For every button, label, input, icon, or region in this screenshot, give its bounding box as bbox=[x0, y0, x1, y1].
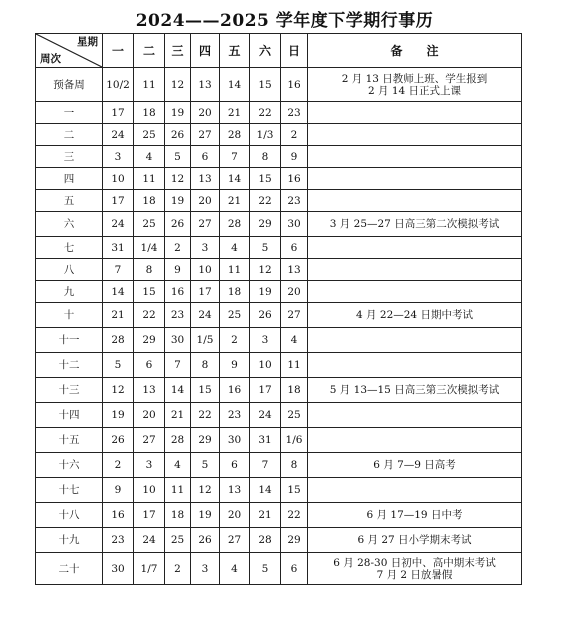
date-cell: 13 bbox=[191, 168, 220, 190]
date-cell: 30 bbox=[281, 212, 308, 237]
table-row bbox=[36, 478, 522, 503]
date-cell: 7 bbox=[103, 259, 134, 281]
date-cell: 27 bbox=[281, 303, 308, 328]
date-cell: 11 bbox=[134, 68, 165, 102]
date-cell: 12 bbox=[103, 378, 134, 403]
week-cell: 二 bbox=[36, 124, 103, 146]
table-row bbox=[36, 259, 522, 281]
date-cell: 27 bbox=[191, 212, 220, 237]
notes-cell bbox=[308, 237, 522, 259]
note-line: 3 月 25—27 日高三第二次模拟考试 bbox=[329, 218, 500, 230]
date-cell: 11 bbox=[220, 259, 250, 281]
notes-cell bbox=[308, 146, 522, 168]
date-cell: 15 bbox=[191, 378, 220, 403]
date-cell: 16 bbox=[103, 503, 134, 528]
date-cell: 12 bbox=[165, 68, 191, 102]
day-header: 二 bbox=[134, 34, 165, 68]
date-cell: 21 bbox=[103, 303, 134, 328]
date-cell: 30 bbox=[165, 328, 191, 353]
notes-cell bbox=[308, 428, 522, 453]
table-row bbox=[36, 68, 522, 102]
date-cell: 6 bbox=[281, 553, 308, 585]
date-cell: 8 bbox=[191, 353, 220, 378]
date-cell: 3 bbox=[134, 453, 165, 478]
notes-cell bbox=[308, 102, 522, 124]
notes-cell bbox=[308, 478, 522, 503]
date-cell: 13 bbox=[220, 478, 250, 503]
date-cell: 21 bbox=[220, 102, 250, 124]
date-cell: 22 bbox=[250, 190, 281, 212]
date-cell: 1/6 bbox=[281, 428, 308, 453]
date-cell: 15 bbox=[250, 68, 281, 102]
week-cell: 十九 bbox=[36, 528, 103, 553]
date-cell: 25 bbox=[220, 303, 250, 328]
week-cell: 八 bbox=[36, 259, 103, 281]
date-cell: 16 bbox=[281, 168, 308, 190]
date-cell: 2 bbox=[103, 453, 134, 478]
week-cell: 十六 bbox=[36, 453, 103, 478]
week-cell: 十二 bbox=[36, 353, 103, 378]
date-cell: 10 bbox=[191, 259, 220, 281]
date-cell: 1/5 bbox=[191, 328, 220, 353]
corner-weekday-label: 星期 bbox=[77, 36, 98, 48]
day-header: 三 bbox=[165, 34, 191, 68]
date-cell: 17 bbox=[191, 281, 220, 303]
date-cell: 14 bbox=[165, 378, 191, 403]
week-cell: 十 bbox=[36, 303, 103, 328]
notes-cell bbox=[308, 281, 522, 303]
day-header: 日 bbox=[281, 34, 308, 68]
date-cell: 19 bbox=[165, 190, 191, 212]
date-cell: 27 bbox=[134, 428, 165, 453]
date-cell: 15 bbox=[134, 281, 165, 303]
date-cell: 18 bbox=[220, 281, 250, 303]
date-cell: 20 bbox=[191, 102, 220, 124]
notes-cell bbox=[308, 168, 522, 190]
notes-cell bbox=[308, 353, 522, 378]
date-cell: 20 bbox=[134, 403, 165, 428]
date-cell: 1/3 bbox=[250, 124, 281, 146]
date-cell: 16 bbox=[165, 281, 191, 303]
date-cell: 6 bbox=[191, 146, 220, 168]
date-cell: 20 bbox=[281, 281, 308, 303]
date-cell: 26 bbox=[250, 303, 281, 328]
date-cell: 21 bbox=[165, 403, 191, 428]
date-cell: 10/2 bbox=[103, 68, 134, 102]
date-cell: 29 bbox=[134, 328, 165, 353]
week-cell: 预备周 bbox=[36, 68, 103, 102]
table-row bbox=[36, 212, 522, 237]
table-row bbox=[36, 553, 522, 585]
date-cell: 4 bbox=[220, 553, 250, 585]
date-cell: 16 bbox=[220, 378, 250, 403]
date-cell: 25 bbox=[165, 528, 191, 553]
date-cell: 5 bbox=[165, 146, 191, 168]
table-row bbox=[36, 403, 522, 428]
notes-cell bbox=[308, 378, 522, 403]
week-cell: 十一 bbox=[36, 328, 103, 353]
table-row bbox=[36, 453, 522, 478]
date-cell: 2 bbox=[220, 328, 250, 353]
date-cell: 3 bbox=[250, 328, 281, 353]
notes-cell bbox=[308, 68, 522, 102]
week-cell: 十七 bbox=[36, 478, 103, 503]
date-cell: 22 bbox=[250, 102, 281, 124]
note-line: 6 月 17—19 日中考 bbox=[366, 509, 463, 521]
table-row bbox=[36, 528, 522, 553]
date-cell: 6 bbox=[134, 353, 165, 378]
week-cell: 二十 bbox=[36, 553, 103, 585]
date-cell: 8 bbox=[281, 453, 308, 478]
table-row bbox=[36, 353, 522, 378]
date-cell: 28 bbox=[220, 212, 250, 237]
note-line: 5 月 13—15 日高三第三次模拟考试 bbox=[329, 384, 500, 396]
corner-week-label: 周次 bbox=[40, 53, 61, 65]
note-line: 6 月 7—9 日高考 bbox=[373, 459, 456, 471]
notes-cell bbox=[308, 212, 522, 237]
date-cell: 7 bbox=[250, 453, 281, 478]
date-cell: 4 bbox=[220, 237, 250, 259]
notes-cell bbox=[308, 190, 522, 212]
date-cell: 31 bbox=[250, 428, 281, 453]
date-cell: 16 bbox=[281, 68, 308, 102]
date-cell: 4 bbox=[165, 453, 191, 478]
date-cell: 24 bbox=[191, 303, 220, 328]
date-cell: 14 bbox=[250, 478, 281, 503]
date-cell: 14 bbox=[220, 168, 250, 190]
header-row bbox=[36, 34, 522, 68]
week-cell: 十五 bbox=[36, 428, 103, 453]
date-cell: 11 bbox=[134, 168, 165, 190]
date-cell: 17 bbox=[134, 503, 165, 528]
week-cell: 六 bbox=[36, 212, 103, 237]
date-cell: 17 bbox=[103, 190, 134, 212]
date-cell: 13 bbox=[134, 378, 165, 403]
date-cell: 4 bbox=[134, 146, 165, 168]
date-cell: 18 bbox=[165, 503, 191, 528]
date-cell: 2 bbox=[281, 124, 308, 146]
date-cell: 6 bbox=[281, 237, 308, 259]
date-cell: 28 bbox=[250, 528, 281, 553]
date-cell: 1/4 bbox=[134, 237, 165, 259]
date-cell: 1/7 bbox=[134, 553, 165, 585]
date-cell: 19 bbox=[103, 403, 134, 428]
date-cell: 6 bbox=[220, 453, 250, 478]
week-cell: 十四 bbox=[36, 403, 103, 428]
date-cell: 12 bbox=[165, 168, 191, 190]
table-row bbox=[36, 237, 522, 259]
date-cell: 28 bbox=[103, 328, 134, 353]
week-cell: 四 bbox=[36, 168, 103, 190]
date-cell: 22 bbox=[134, 303, 165, 328]
date-cell: 31 bbox=[103, 237, 134, 259]
date-cell: 29 bbox=[191, 428, 220, 453]
date-cell: 26 bbox=[191, 528, 220, 553]
table-row bbox=[36, 190, 522, 212]
date-cell: 21 bbox=[220, 190, 250, 212]
date-cell: 12 bbox=[250, 259, 281, 281]
date-cell: 10 bbox=[134, 478, 165, 503]
date-cell: 27 bbox=[191, 124, 220, 146]
week-cell: 一 bbox=[36, 102, 103, 124]
note-line: 6 月 27 日小学期末考试 bbox=[357, 534, 472, 546]
date-cell: 8 bbox=[250, 146, 281, 168]
date-cell: 4 bbox=[281, 328, 308, 353]
date-cell: 11 bbox=[281, 353, 308, 378]
table-row bbox=[36, 102, 522, 124]
table-row bbox=[36, 303, 522, 328]
date-cell: 19 bbox=[250, 281, 281, 303]
date-cell: 29 bbox=[281, 528, 308, 553]
date-cell: 24 bbox=[134, 528, 165, 553]
notes-cell bbox=[308, 553, 522, 585]
note-line: 7 月 2 日放暑假 bbox=[376, 568, 453, 581]
date-cell: 21 bbox=[250, 503, 281, 528]
date-cell: 28 bbox=[165, 428, 191, 453]
date-cell: 14 bbox=[103, 281, 134, 303]
note-line: 6 月 28-30 日初中、高中期末考试 bbox=[333, 556, 496, 569]
notes-cell bbox=[308, 528, 522, 553]
date-cell: 3 bbox=[191, 553, 220, 585]
date-cell: 18 bbox=[281, 378, 308, 403]
date-cell: 11 bbox=[165, 478, 191, 503]
table-row bbox=[36, 124, 522, 146]
date-cell: 12 bbox=[191, 478, 220, 503]
day-header: 六 bbox=[250, 34, 281, 68]
date-cell: 26 bbox=[165, 124, 191, 146]
notes-cell bbox=[308, 303, 522, 328]
date-cell: 2 bbox=[165, 553, 191, 585]
date-cell: 9 bbox=[165, 259, 191, 281]
date-cell: 23 bbox=[281, 102, 308, 124]
date-cell: 25 bbox=[134, 124, 165, 146]
date-cell: 22 bbox=[281, 503, 308, 528]
date-cell: 17 bbox=[103, 102, 134, 124]
date-cell: 8 bbox=[134, 259, 165, 281]
table-row bbox=[36, 168, 522, 190]
date-cell: 24 bbox=[250, 403, 281, 428]
date-cell: 14 bbox=[220, 68, 250, 102]
date-cell: 24 bbox=[103, 124, 134, 146]
table-row bbox=[36, 281, 522, 303]
date-cell: 26 bbox=[103, 428, 134, 453]
date-cell: 9 bbox=[220, 353, 250, 378]
date-cell: 18 bbox=[134, 190, 165, 212]
week-cell: 五 bbox=[36, 190, 103, 212]
date-cell: 9 bbox=[103, 478, 134, 503]
date-cell: 5 bbox=[103, 353, 134, 378]
week-cell: 七 bbox=[36, 237, 103, 259]
calendar-body bbox=[36, 68, 522, 585]
table-row bbox=[36, 328, 522, 353]
date-cell: 25 bbox=[281, 403, 308, 428]
day-header: 四 bbox=[191, 34, 220, 68]
week-cell: 三 bbox=[36, 146, 103, 168]
calendar-table bbox=[35, 33, 522, 585]
week-cell: 十八 bbox=[36, 503, 103, 528]
date-cell: 13 bbox=[191, 68, 220, 102]
corner-header-cell bbox=[36, 34, 103, 68]
date-cell: 22 bbox=[191, 403, 220, 428]
notes-cell bbox=[308, 503, 522, 528]
notes-cell bbox=[308, 259, 522, 281]
date-cell: 9 bbox=[281, 146, 308, 168]
date-cell: 19 bbox=[191, 503, 220, 528]
date-cell: 29 bbox=[250, 212, 281, 237]
date-cell: 18 bbox=[134, 102, 165, 124]
date-cell: 13 bbox=[281, 259, 308, 281]
date-cell: 30 bbox=[103, 553, 134, 585]
date-cell: 7 bbox=[165, 353, 191, 378]
date-cell: 23 bbox=[103, 528, 134, 553]
notes-cell bbox=[308, 124, 522, 146]
date-cell: 5 bbox=[250, 553, 281, 585]
date-cell: 20 bbox=[191, 190, 220, 212]
date-cell: 25 bbox=[134, 212, 165, 237]
date-cell: 26 bbox=[165, 212, 191, 237]
date-cell: 24 bbox=[103, 212, 134, 237]
date-cell: 30 bbox=[220, 428, 250, 453]
date-cell: 5 bbox=[191, 453, 220, 478]
day-header: 五 bbox=[220, 34, 250, 68]
date-cell: 15 bbox=[281, 478, 308, 503]
date-cell: 10 bbox=[250, 353, 281, 378]
notes-header: 备 注 bbox=[308, 34, 522, 68]
notes-cell bbox=[308, 453, 522, 478]
table-row bbox=[36, 378, 522, 403]
date-cell: 23 bbox=[281, 190, 308, 212]
page-title: 2024——2025 学年度下学期行事历 bbox=[135, 11, 434, 31]
note-line: 2 月 13 日教师上班、学生报到 bbox=[341, 72, 488, 85]
table-row bbox=[36, 146, 522, 168]
note-line: 2 月 14 日正式上课 bbox=[367, 84, 462, 97]
week-cell: 九 bbox=[36, 281, 103, 303]
date-cell: 17 bbox=[250, 378, 281, 403]
week-cell: 十三 bbox=[36, 378, 103, 403]
date-cell: 3 bbox=[103, 146, 134, 168]
day-header: 一 bbox=[103, 34, 134, 68]
date-cell: 3 bbox=[191, 237, 220, 259]
date-cell: 28 bbox=[220, 124, 250, 146]
date-cell: 19 bbox=[165, 102, 191, 124]
notes-cell bbox=[308, 403, 522, 428]
date-cell: 10 bbox=[103, 168, 134, 190]
notes-cell bbox=[308, 328, 522, 353]
date-cell: 2 bbox=[165, 237, 191, 259]
date-cell: 27 bbox=[220, 528, 250, 553]
table-row bbox=[36, 503, 522, 528]
note-line: 4 月 22—24 日期中考试 bbox=[356, 309, 473, 321]
date-cell: 15 bbox=[250, 168, 281, 190]
date-cell: 20 bbox=[220, 503, 250, 528]
table-row bbox=[36, 428, 522, 453]
date-cell: 23 bbox=[220, 403, 250, 428]
date-cell: 7 bbox=[220, 146, 250, 168]
date-cell: 23 bbox=[165, 303, 191, 328]
date-cell: 5 bbox=[250, 237, 281, 259]
